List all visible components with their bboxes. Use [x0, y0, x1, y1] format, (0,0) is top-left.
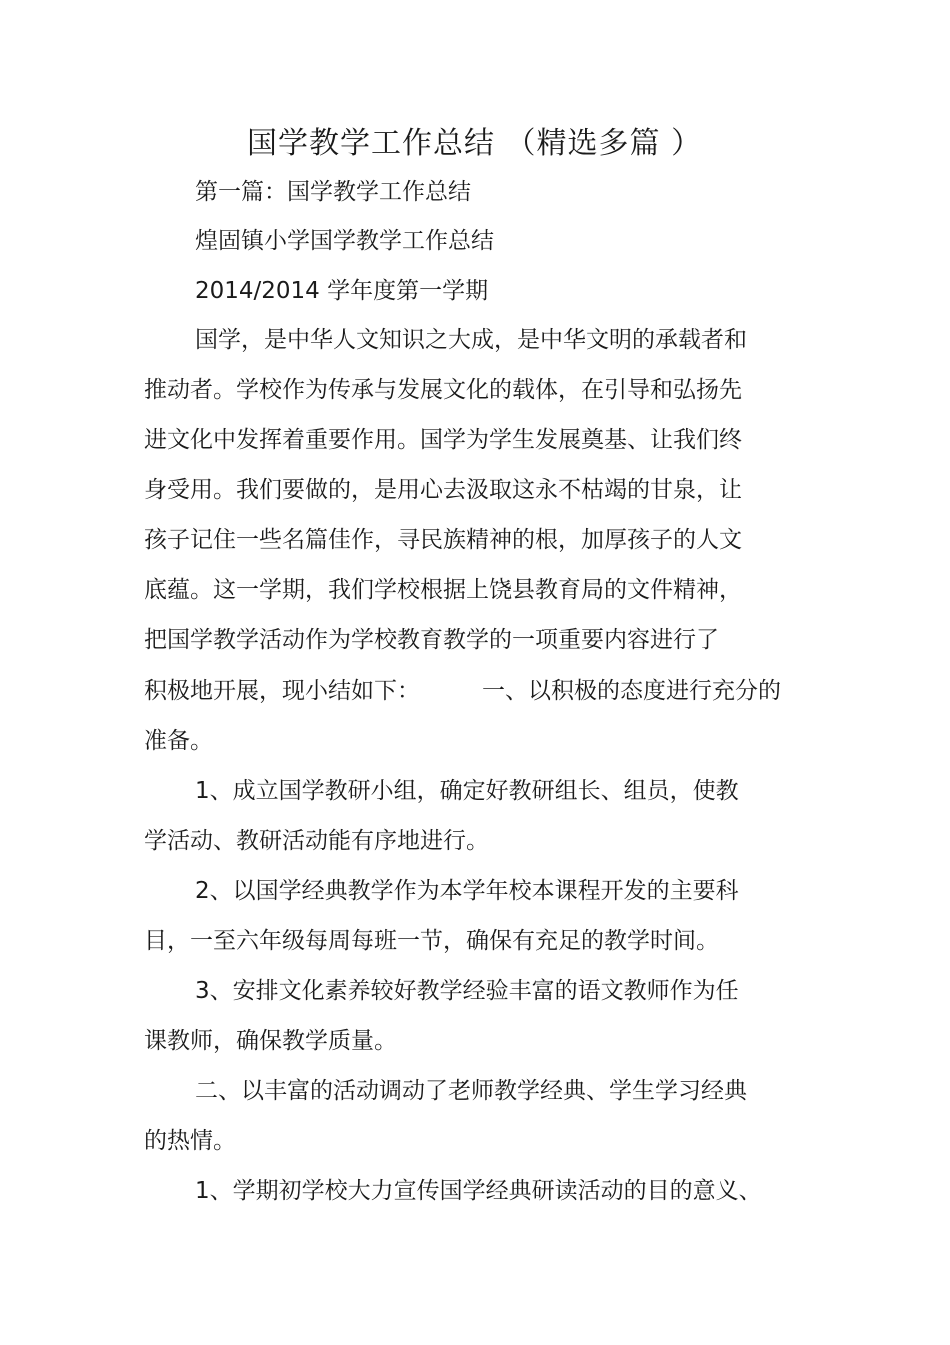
text-line: 把国学教学活动作为学校教育教学的一项重要内容进行了 [144, 627, 719, 653]
text-line: 课教师，确保教学质量。 [144, 1028, 397, 1054]
summary-intro: 积极地开展，现小结如下： [144, 678, 420, 704]
text-line: 身受用。我们要做的，是用心去汲取这永不枯竭的甘泉，让 [144, 477, 742, 503]
text-line: 的热情。 [144, 1128, 236, 1154]
text-line: 目，一至六年级每周每班一节，确保有充足的教学时间。 [144, 928, 719, 954]
text-line: 3、安排文化素养较好教学经验丰富的语文教师作为任 [195, 978, 739, 1004]
document-title: 国学教学工作总结 （精选多篇 ） [247, 126, 703, 161]
text-line: 底蕴。这一学期，我们学校根据上饶县教育局的文件精神， [144, 577, 742, 603]
term-heading: 2014/2014 学年度第一学期 [195, 278, 489, 304]
text-line: 1、成立国学教研小组，确定好教研组长、组员，使教 [195, 778, 739, 804]
text-line [144, 676, 781, 706]
text-line: 2、以国学经典教学作为本学年校本课程开发的主要科 [195, 878, 739, 904]
text-line: 推动者。学校作为传承与发展文化的载体，在引导和弘扬先 [144, 377, 742, 403]
text-line: 国学，是中华人文知识之大成，是中华文明的承载者和 [195, 327, 747, 353]
text-line: 孩子记住一些名篇佳作，寻民族精神的根，加厚孩子的人文 [144, 527, 742, 553]
text-line: 1、学期初学校大力宣传国学经典研读活动的目的意义、 [195, 1178, 762, 1204]
text-line: 准备。 [144, 728, 213, 754]
text-line: 学活动、教研活动能有序地进行。 [144, 828, 489, 854]
chapter-heading: 第一篇：国学教学工作总结 [195, 179, 471, 205]
section-one-heading: 一、以积极的态度进行充分的 [482, 678, 781, 704]
text-line: 进文化中发挥着重要作用。国学为学生发展奠基、让我们终 [144, 427, 742, 453]
school-heading: 煌固镇小学国学教学工作总结 [195, 228, 494, 254]
text-line: 二、以丰富的活动调动了老师教学经典、学生学习经典 [195, 1078, 747, 1104]
